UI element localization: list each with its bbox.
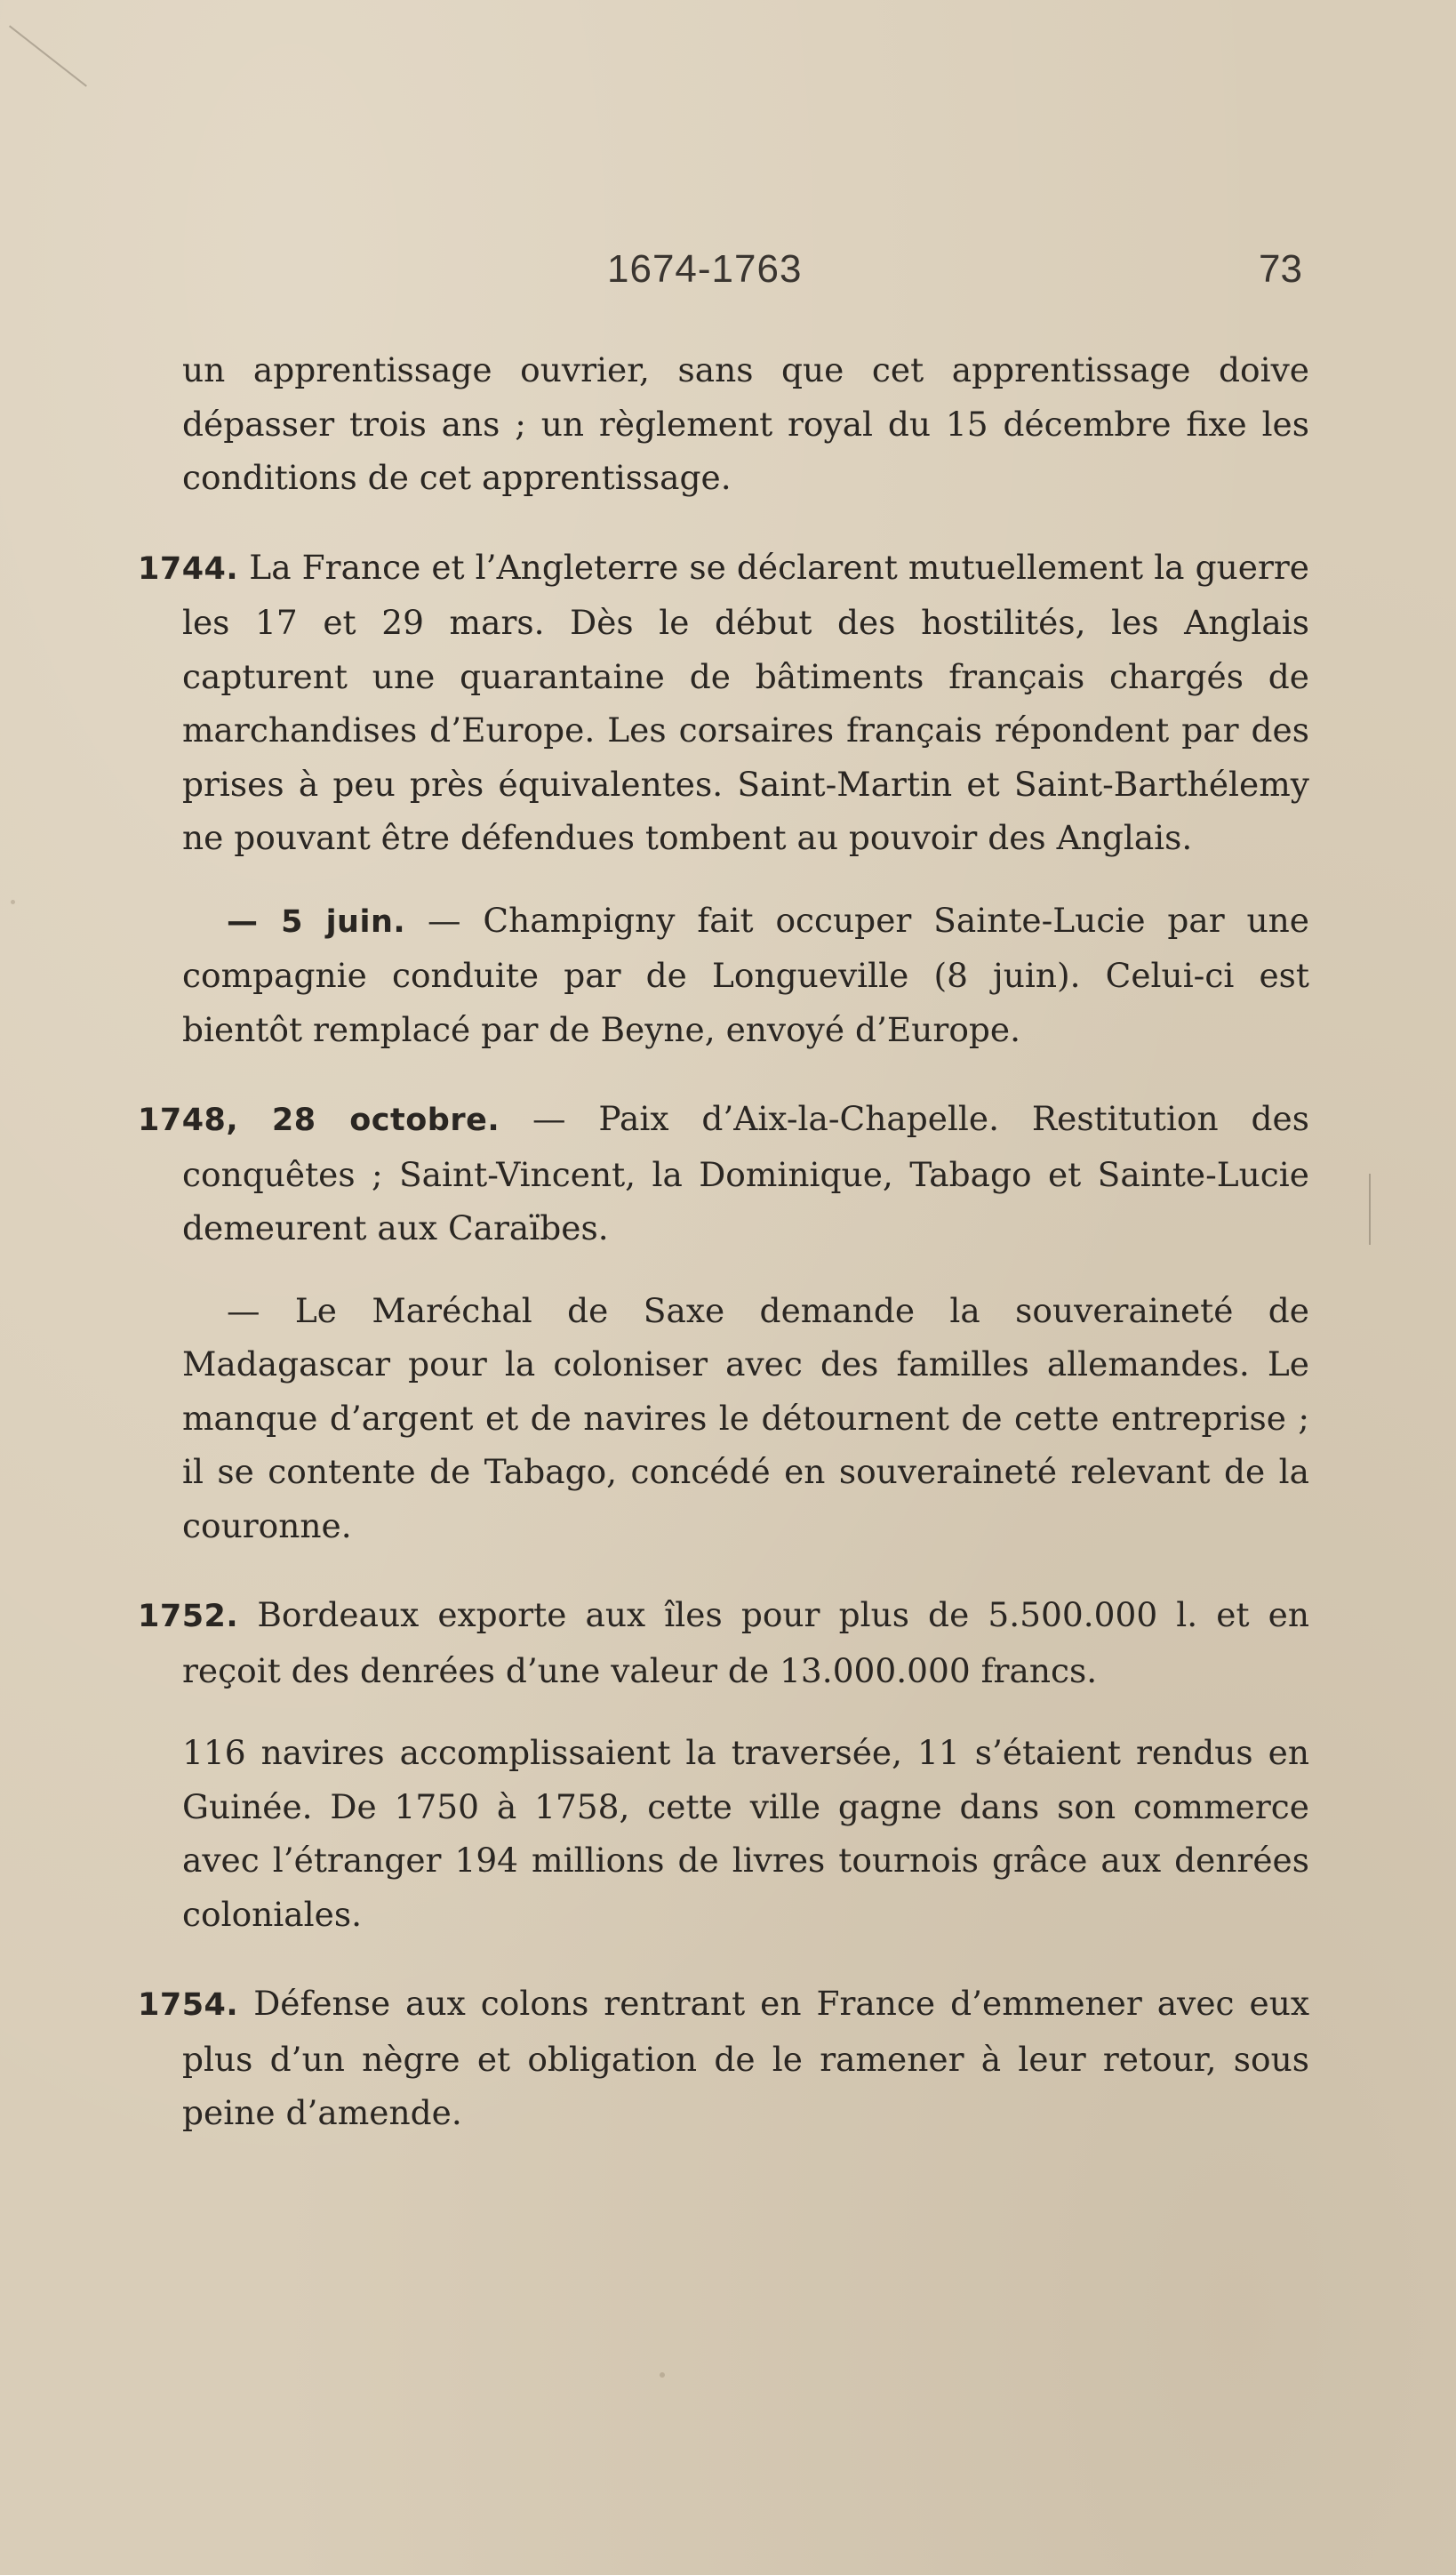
entry-1754 bbox=[138, 1977, 1310, 2140]
running-head: 1674-1763 bbox=[607, 247, 803, 291]
entry-1748 bbox=[138, 1092, 1309, 1255]
paragraph-text: un apprentissage ouvrier, sans que cet apprentissage doive dépasser trois ans ; un règlement royal du 15 décembre fixe les conditions de cet apprentissage. bbox=[182, 350, 1309, 497]
entry-5-juin bbox=[182, 894, 1309, 1057]
entry-date: — 5 juin. bbox=[227, 903, 406, 940]
entry-date: 1748, 28 octobre. bbox=[138, 1103, 500, 1138]
paper-speck bbox=[660, 2372, 665, 2378]
page-header bbox=[0, 247, 1456, 301]
margin-scratch bbox=[1369, 1174, 1371, 1245]
entry-date: 1744. bbox=[138, 550, 239, 587]
entry-date: 1754. bbox=[138, 1987, 239, 2023]
page-number: 73 bbox=[1259, 247, 1302, 291]
entry-text: La France et l’Angleterre se déclarent mutuellement la guerre les 17 et 29 mars. Dès le début des hostilités, les Anglais capturent une quarantaine de bâtiments français chargés de marchandises d’Europe. Les corsaires français répondent par des prises à peu près équivalentes. Saint-Martin et Saint-Barthélemy ne pouvant être défendues tombent au pouvoir des Anglais. bbox=[182, 547, 1309, 857]
paragraph-continuation bbox=[182, 343, 1309, 505]
paragraph-text: 116 navires accomplissaient la traversée, 11 s’étaient rendus en Guinée. De 1750 à 1758, cette ville gagne dans son commerce avec l’étranger 194 millions de livres tournois grâce aux denrées coloniales. bbox=[182, 1733, 1309, 1934]
paper-speck bbox=[11, 900, 15, 904]
body-text bbox=[138, 343, 1310, 2140]
entry-text: — Champigny fait occuper Sainte-Lucie par une compagnie conduite par de Longueville (8 juin). Celui-ci est bientôt remplacé par de Beyne, envoyé d’Europe. bbox=[182, 900, 1309, 1049]
page-corner-crease bbox=[9, 25, 87, 86]
entry-date: 1752. bbox=[138, 1599, 239, 1634]
entry-text: — Paix d’Aix-la-Chapelle. Restitution des conquêtes ; Saint-Vincent, la Dominique, Tabago et Sainte-Lucie demeurent aux Caraïbes. bbox=[182, 1099, 1309, 1247]
entry-1744 bbox=[138, 541, 1309, 865]
entry-1752 bbox=[138, 1588, 1310, 1697]
entry-text: Le Maréchal de Saxe demande la souveraineté de Madagascar pour la coloniser avec des familles allemandes. Le manque d’argent et de navires le détournent de cette entreprise ; il se contente de Tabago, concédé en souveraineté relevant de la couronne. bbox=[182, 1290, 1309, 1545]
entry-dash: — bbox=[227, 1290, 260, 1330]
paragraph-navires bbox=[182, 1726, 1309, 1941]
entry-saxe bbox=[182, 1284, 1309, 1553]
entry-text: Défense aux colons rentrant en France d’emmener avec eux plus d’un nègre et obligation de le ramener à leur retour, sous peine d’amende. bbox=[182, 1984, 1310, 2132]
entry-text: Bordeaux exporte aux îles pour plus de 5.500.000 l. et en reçoit des denrées d’une valeur de 13.000.000 francs. bbox=[182, 1595, 1310, 1690]
